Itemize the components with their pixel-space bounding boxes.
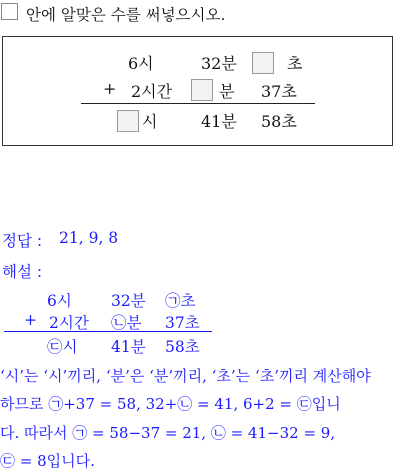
answer-value: 21, 9, 8 <box>59 229 119 247</box>
exp-row3-seconds: 58초 <box>165 338 200 356</box>
exp-row1-hours: 6시 <box>47 292 72 310</box>
hours-blank-input[interactable] <box>117 110 139 132</box>
sum-rule <box>81 103 315 104</box>
explanation-line: ‘시’는 ‘시’끼리, ‘분’은 ‘분’끼리, ‘초’는 ‘초’끼리 계산해야 <box>0 367 371 385</box>
answer-label: 정답 : <box>2 232 43 250</box>
row2-hours: 2시간 <box>131 82 173 101</box>
exp-row1-seconds: ㉠초 <box>165 292 196 310</box>
exp-row2-hours: 2시간 <box>49 314 89 332</box>
exp-row2-minutes: ㉡분 <box>111 314 142 332</box>
seconds-blank-input[interactable] <box>252 52 274 74</box>
row3-seconds: 58초 <box>261 112 297 131</box>
exp-row1-minutes: 32분 <box>111 292 146 310</box>
row2-seconds: 37초 <box>261 82 297 101</box>
row3-minutes: 41분 <box>201 112 237 131</box>
exp-row2-seconds: 37초 <box>165 314 200 332</box>
minutes-blank-input[interactable] <box>191 79 213 101</box>
explanation-line: ㉢ = 8입니다. <box>0 452 95 470</box>
row1-hours: 6시 <box>128 54 154 73</box>
row2-operator: + <box>103 79 117 98</box>
answer-blank-icon <box>1 3 18 20</box>
exp-sum-rule <box>4 331 212 332</box>
row3-hours-unit: 시 <box>142 112 158 131</box>
exp-row3-hours: ㉢시 <box>47 338 78 356</box>
exp-row2-operator: + <box>24 311 37 329</box>
exp-row3-minutes: 41분 <box>111 338 146 356</box>
row1-seconds-unit: 초 <box>287 54 303 73</box>
explanation-label: 해설 : <box>2 263 43 281</box>
row2-minutes-unit: 분 <box>219 82 235 101</box>
explanation-line: 다. 따라서 ㉠ = 58−37 = 21, ㉡ = 41−32 = 9, <box>0 424 336 442</box>
question-text: 안에 알맞은 수를 써넣으시오. <box>26 6 226 24</box>
row1-minutes: 32분 <box>201 54 237 73</box>
explanation-line: 하므로 ㉠+37 = 58, 32+㉡ = 41, 6+2 = ㉢입니 <box>0 395 341 413</box>
